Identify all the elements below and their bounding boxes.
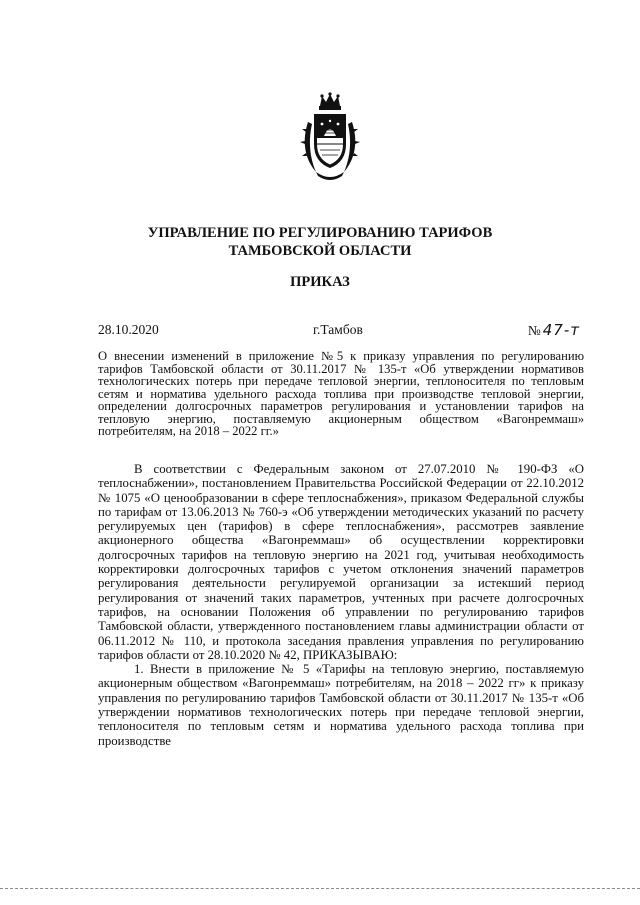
- item-1-paragraph: 1. Внести в приложение № 5 «Тарифы на тепловую энергию, поставляемую акционерным обществом «Вагонреммаш» потребителям, на 2018 – 2022 гг» к приказу управления по регулированию тарифов Тамбовской области от 30.11.2017 № 135-т «Об утверждении нормативов технологических потерь при передаче тепловой энергии, теплоносителя по тепловым сетям и норматива удельного расхода топлива при производстве: [98, 662, 584, 748]
- document-subject: О внесении изменений в приложение №5 к приказу управления по регулированию тарифов Тамбовской области от 30.11.2017 № 135-т «Об утверждении нормативов технологических потерь при передаче тепловой энергии, теплоносителя по тепловым сетям и норматива удельного расхода топлива при производстве тепловой энергии, определении долгосрочных параметров регулирования и установлении тарифов на тепловую энергию, поставляемую акционерным обществом «Вагонреммаш» потребителям, на 2018 – 2022 гг.»: [98, 349, 584, 438]
- scan-footer-line: [0, 888, 640, 889]
- document-city: г.Тамбов: [313, 322, 363, 337]
- document-body: [98, 462, 584, 748]
- document-number-label: №: [527, 323, 541, 338]
- organization-title: [60, 224, 580, 260]
- document-number: [528, 321, 580, 340]
- document-type: ПРИКАЗ: [290, 274, 350, 290]
- document-number-value: 47-т: [542, 321, 580, 339]
- organization-title-line-1: УПРАВЛЕНИЕ ПО РЕГУЛИРОВАНИЮ ТАРИФОВ: [147, 225, 493, 241]
- tambov-coat-of-arms-icon: [298, 92, 362, 184]
- organization-title-line-2: ТАМБОВСКОЙ ОБЛАСТИ: [228, 243, 412, 259]
- preamble-paragraph: В соответствии с Федеральным законом от 27.07.2010 № 190-ФЗ «О теплоснабжении», постановлением Правительства Российской Федерации от 22.10.2012 № 1075 «О ценообразовании в сфере теплоснабжения», приказом Федеральной службы по тарифам от 13.06.2013 № 760-э «Об утверждении методических указаний по расчету регулируемых цен (тарифов) в сфере теплоснабжения», рассмотрев заявление акционерного общества «Вагонреммаш» об осуществлении корректировки долгосрочных тарифов на тепловую энергию на 2021 год, учитывая необходимость корректировки долгосрочных тарифов с учетом отклонения значений параметров регулирования деятельности регулируемой организации за истекший период регулирования от значений таких параметров, учтенных при расчете долгосрочных тарифов, на основании Положения об управлении по регулированию тарифов Тамбовской области, утвержденного постановлением главы администрации области от 06.11.2012 № 110, и протокола заседания правления управления по регулированию тарифов области от 28.10.2020 № 42, ПРИКАЗЫВАЮ:: [98, 462, 584, 662]
- document-meta-row: [98, 321, 580, 339]
- document-date: 28.10.2020: [98, 322, 159, 337]
